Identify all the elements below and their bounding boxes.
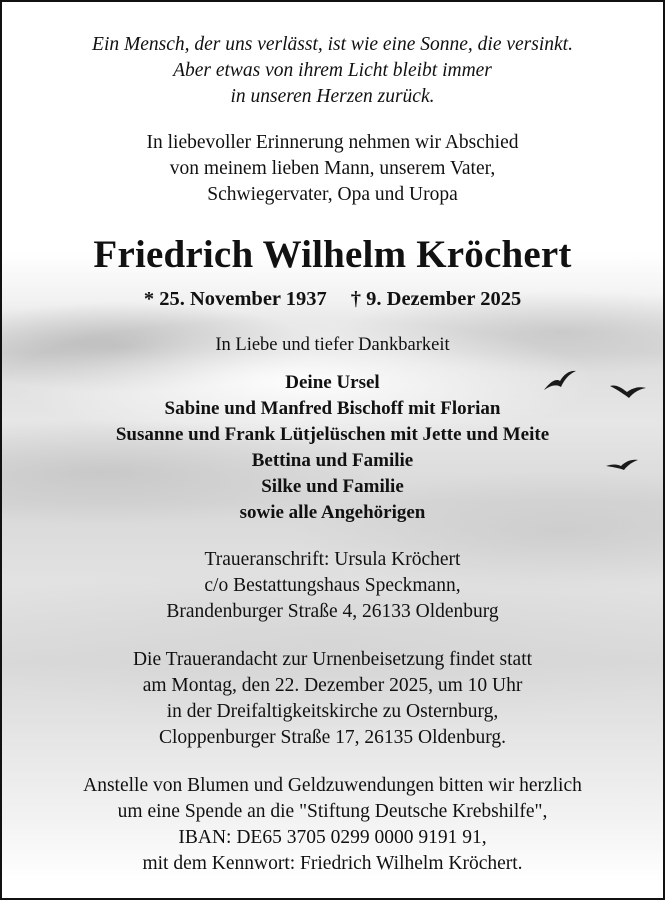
intro-line: Schwiegervater, Opa und Uropa [207,184,458,205]
memorial-quote [2,32,663,110]
address-line: Traueranschrift: Ursula Kröchert [204,549,461,570]
death-date: † 9. Dezember 2025 [350,288,522,310]
bird-icon [604,454,640,474]
quote-line: Ein Mensch, der uns verlässt, ist wie eine Sonne, die versinkt. [92,34,573,55]
mourner-entry: Bettina und Familie [251,450,414,471]
donation-request [2,773,663,877]
bird-icon [542,368,578,394]
thanks-line: In Liebe und tiefer Dankbarkeit [215,335,450,355]
quote-line: Aber etwas von ihrem Licht bleibt immer [173,60,492,81]
donation-line: um eine Spende an die "Stiftung Deutsche Krebshilfe", [117,801,548,822]
mourner-entry: Sabine und Manfred Bischoff mit Florian [164,398,501,419]
address-line: c/o Bestattungshaus Speckmann, [204,575,461,596]
mourner-entry: Silke und Familie [261,476,404,497]
mourning-address [2,547,663,625]
mourner-entry: Deine Ursel [285,372,380,393]
donation-line: Anstelle von Blumen und Geldzuwendungen bitten wir herzlich [83,775,582,796]
service-line: Die Trauerandacht zur Urnenbeisetzung findet statt [132,649,533,670]
donation-line: IBAN: DE65 3705 0299 0000 9191 91, [178,827,487,848]
mourner-entry: Susanne und Frank Lütjelüschen mit Jette und Meite [115,424,550,445]
service-line: in der Dreifaltigkeitskirche zu Osternburg, [166,701,499,722]
address-line: Brandenburger Straße 4, 26133 Oldenburg [166,601,499,622]
memorial-service-info [2,647,663,751]
deceased-name: Friedrich Wilhelm Kröchert [93,233,572,276]
farewell-intro [2,130,663,208]
bird-icon [608,380,648,402]
life-dates [2,286,663,312]
donation-line: mit dem Kennwort: Friedrich Wilhelm Kröchert. [142,853,523,874]
mourner-entry: sowie alle Angehörigen [239,502,426,523]
birth-date: * 25. November 1937 [143,288,327,310]
intro-line: In liebevoller Erinnerung nehmen wir Abschied [146,132,519,153]
intro-line: von meinem lieben Mann, unserem Vater, [169,158,496,179]
service-line: Cloppenburger Straße 17, 26135 Oldenburg. [159,727,506,748]
service-line: am Montag, den 22. Dezember 2025, um 10 Uhr [142,675,523,696]
quote-line: in unseren Herzen zurück. [230,86,435,107]
